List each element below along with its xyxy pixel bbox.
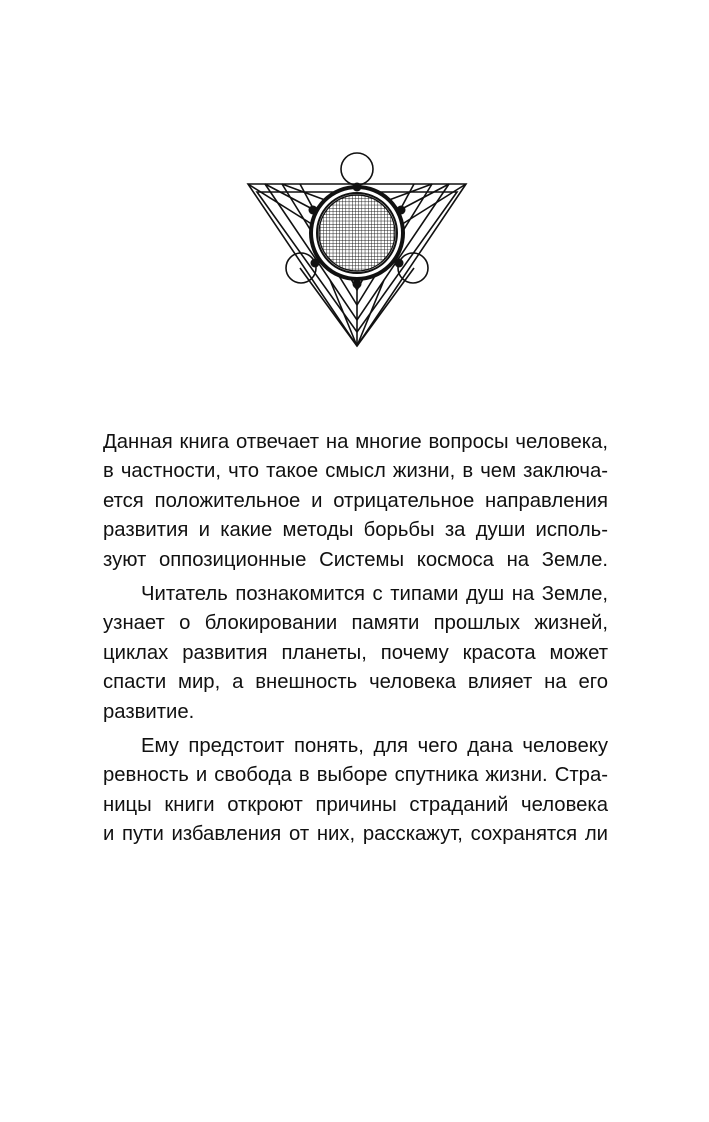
text-line: спасти мир, а внешность человека влияет на его <box>103 671 608 694</box>
text-line: развитие. <box>103 700 195 723</box>
text-line: развития и какие методы борьбы за души исполь- <box>103 519 608 542</box>
text-line: Ему предстоит понять, для чего дана человеку <box>141 735 608 758</box>
text-line: Читатель познакомится с типами душ на Земле, <box>141 583 608 606</box>
text-line: в частности, что такое смысл жизни, в чем заключа- <box>103 460 608 483</box>
text-line: ницы книги откроют причины страданий человека <box>103 793 608 816</box>
text-line: узнает о блокировании памяти прошлых жизней, <box>103 612 608 635</box>
triangle-circle-emblem-icon <box>238 148 470 353</box>
text-line: зуют оппозиционные Системы космоса на Земле. <box>103 548 608 571</box>
text-line: ется положительное и отрицательное направления <box>103 489 608 512</box>
text-line: ревность и свобода в выборе спутника жизни. Стра- <box>103 764 608 787</box>
paragraph-2 <box>103 580 608 727</box>
paragraph-3 <box>103 732 608 850</box>
paragraph-1 <box>103 428 608 575</box>
text-line: и пути избавления от них, расскажут, сохранятся ли <box>103 823 608 846</box>
book-description-text <box>103 428 608 855</box>
text-line: Данная книга отвечает на многие вопросы человека, <box>103 431 608 453</box>
text-line: циклах развития планеты, почему красота может <box>103 641 608 664</box>
